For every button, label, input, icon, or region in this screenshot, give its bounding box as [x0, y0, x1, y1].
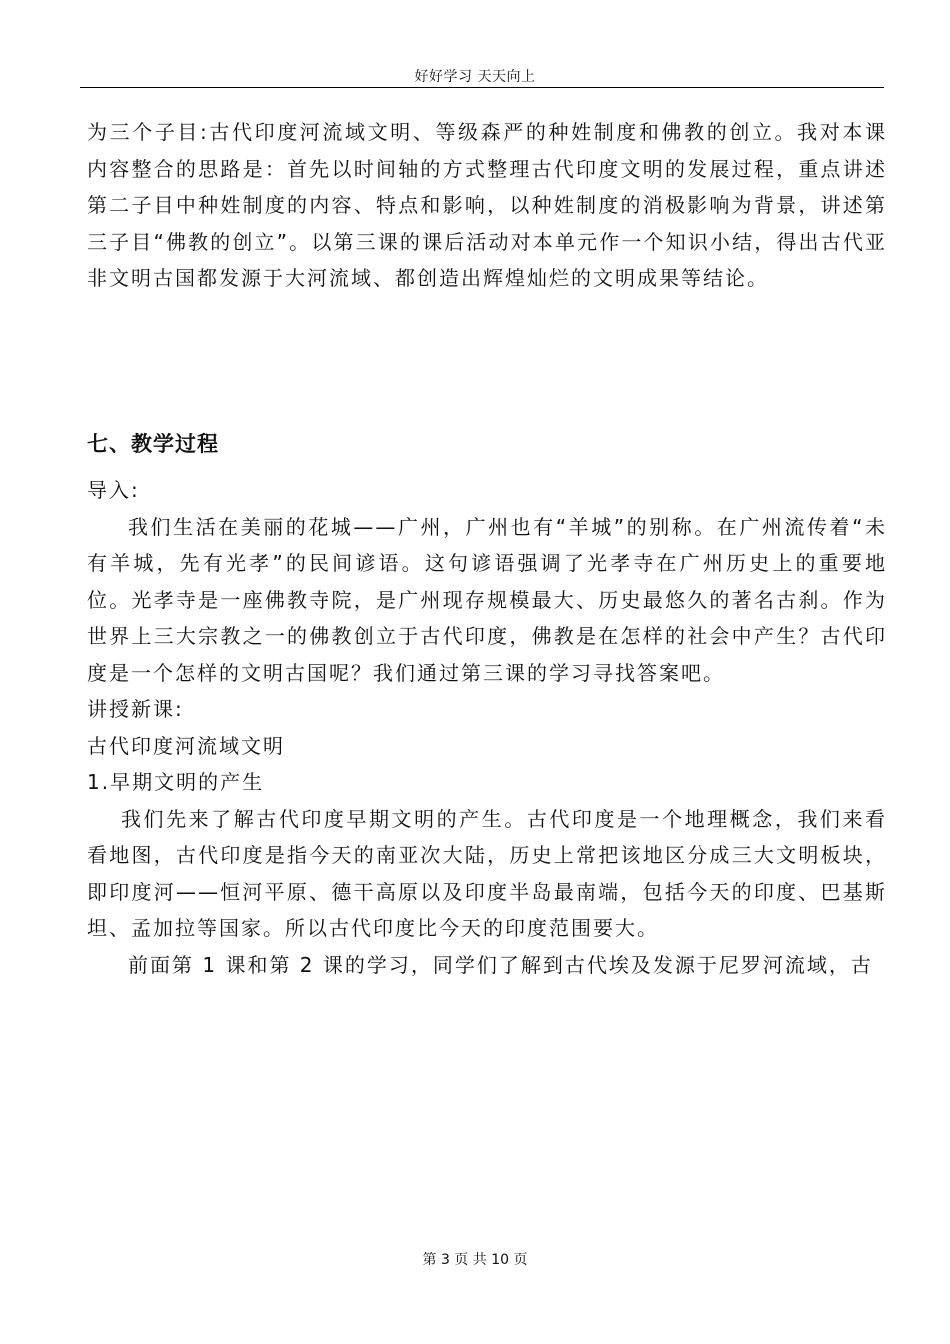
intro-section	[87, 114, 887, 297]
lead-in-label: 导入:	[87, 478, 140, 502]
lead-in-paragraph: 我们生活在美丽的花城——广州，广州也有“羊城”的别称。在广州流传着“未有羊城，先有光孝”的民间谚语。这句谚语强调了光孝寺在广州历史上的重要地位。光孝寺是一座佛教寺院，是广州现存规模最大、历史最悠久的著名古刹。作为世界上三大宗教之一的佛教创立于古代印度，佛教是在怎样的社会中产生？古代印度是一个怎样的文明古国呢？我们通过第三课的学习寻找答案吧。	[87, 514, 887, 685]
page-footer: 第 3 页 共 10 页	[422, 1252, 528, 1268]
section-heading: 七、教学过程	[87, 432, 219, 456]
subsection-item: 1.早期文明的产生	[87, 770, 265, 794]
early-civilization-paragraph: 我们先来了解古代印度早期文明的产生。古代印度是一个地理概念，我们来看看地图，古代印度是指今天的南亚次大陆，历史上常把该地区分成三大文明板块，即印度河——恒河平原、德干高原以及印度半岛最南端，包括今天的印度、巴基斯坦、孟加拉等国家。所以古代印度比今天的印度范围要大。	[87, 806, 887, 940]
previous-lessons-paragraph: 前面第 1 课和第 2 课的学习，同学们了解到古代埃及发源于尼罗河流域，古	[128, 952, 873, 977]
subsection-title: 古代印度河流域文明	[87, 733, 285, 758]
teaching-process-section	[87, 472, 887, 983]
new-lesson-label: 讲授新课:	[87, 697, 184, 721]
page-header: 好好学习 天天向上	[414, 69, 536, 85]
intro-paragraph: 为三个子目:古代印度河流域文明、等级森严的种姓制度和佛教的创立。我对本课内容整合的思路是：首先以时间轴的方式整理古代印度文明的发展过程，重点讲述第二子目中种姓制度的内容、特点和影响，以种姓制度的消极影响为背景，讲述第三子目“佛教的创立”。以第三课的课后活动对本单元作一个知识小结，得出古代亚非文明古国都发源于大河流域、都创造出辉煌灿烂的文明成果等结论。	[87, 120, 887, 290]
header-divider	[80, 87, 884, 88]
